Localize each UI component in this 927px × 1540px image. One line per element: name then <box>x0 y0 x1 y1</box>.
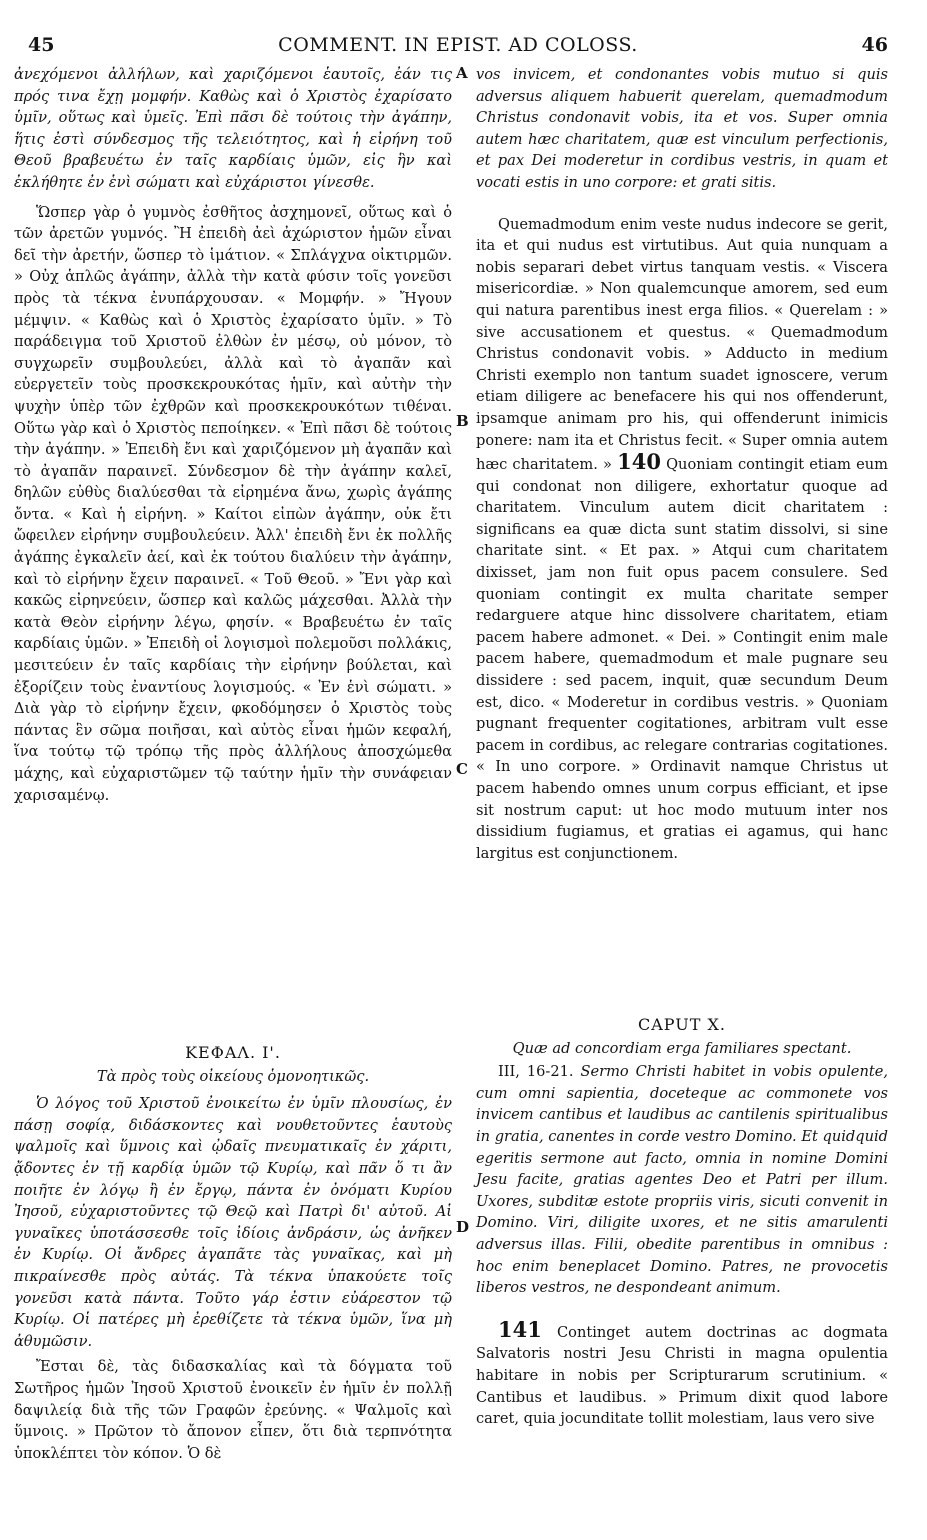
margin-marker-a: A <box>456 64 468 82</box>
margin-marker-d: D <box>456 1218 470 1236</box>
latin-commentary-b: Quoniam contingit etiam eum qui condonat non diligere, exhortatur quoque ad charitatem. Vinculum autem dicit charitatem : significans ea quæ dicta sunt statim dissolvi, si sine charitate sint. « Et pax. » Atqui cum charitatem dixisset, jam non fuit opus pacem consulere. Sed quoniam contingit ex multa charitate semper redarguere atque hinc dissolvere charitatem, etiam pacem habere admonet. « Dei. » Contingit enim male pacem habere, quemadmodum et male pugnare seu dissidere : sed pacem, inquit, quæ secundum Deum est, dico. « Moderetur in cordibus vestris. » Quoniam pugnant frequenter cogitationes, arbitram vult esse pacem in cordibus, ac relegare contrarias cogitationes. « In uno corpore. » Ordinavit namque Christus ut pacem habendo omnes unum corpus efficiant, et ipse sit nostrum caput: ut hoc modo mutuum inter nos dissidium fugiamus, et gratias ei agamus, qui hanc largitus est conjunctionem. <box>476 456 888 862</box>
running-title: COMMENT. IN EPIST. AD COLOSS. <box>278 34 638 56</box>
latin-verse-block <box>476 1061 888 1299</box>
margin-marker-c: C <box>456 760 468 778</box>
latin-commentary <box>476 214 888 865</box>
latin-commentary-2: Continget autem doctrinas ac dogmata Salvatoris nostri Jesu Christi in magna opulentia habitare in nobis per Scripturarum scrutinium. « Cantibus et laudibus. » Primum dixit quod labore caret, quia jocunditate tollit molestiam, laus vero sive <box>476 1323 889 1428</box>
greek-column-top <box>14 64 452 806</box>
latin-commentary-a: Quemadmodum enim veste nudus indecore se gerit, ita et qui nudus est virtutibus. Aut quia nunquam a nobis separari debet virtus tanquam vestis. « Viscera misericordiæ. » Non qualemcunque amorem, sed eum qui natura parentibus inest erga filios. « Querelam : » sive accusationem et questus. « Quemadmodum Christus condonavit vobis. » Adducto in medium Christi exemplo non tantum suadet ignoscere, verum etiam diligere ac benefacere his qui nos offenderunt, ipsamque animam pro his, qui offenderunt inimicis ponere: nam ita et Christus fecit. « Super omnia autem hæc charitatem. » <box>476 215 888 474</box>
greek-commentary-2: Ἔσται δὲ, τὰς διδασκαλίας καὶ τὰ δόγματα τοῦ Σωτῆρος ἡμῶν Ἰησοῦ Χριστοῦ ἐνοικεῖν ἐν ἡμῖν ἐν πολλῇ δαψιλείᾳ διὰ τῆς τῶν Γραφῶν ἐρεύνης. « Ψαλμοῖς καὶ ὕμνοις. » Πρῶτον τὸ ἄπονον εἶπεν, ὅτι διὰ τερπνότητα ὑποκλέπτει τὸν κόπον. Ὁ δὲ <box>14 1358 452 1462</box>
latin-column-top <box>476 64 888 864</box>
section-number-141: 141 <box>498 1316 542 1342</box>
latin-column-bottom <box>476 1014 888 1430</box>
margin-marker-b: B <box>456 412 469 430</box>
running-header <box>28 34 888 58</box>
section-number-140: 140 <box>617 449 661 475</box>
greek-column-bottom <box>14 1042 452 1464</box>
greek-chapter-subtitle: Τὰ πρὸς τοὺς οἰκείους ὁμονοητικῶς. <box>96 1067 370 1085</box>
latin-commentary-2-block <box>476 1316 889 1430</box>
latin-chapter-subtitle: Quæ ad concordiam erga familiares spectant. <box>512 1039 852 1057</box>
greek-commentary: Ὥσπερ γὰρ ὁ γυμνὸς ἐσθῆτος ἀσχημονεῖ, οὕτως καὶ ὁ τῶν ἀρετῶν γυμνός. Ἢ ἐπειδὴ ἀεὶ ἀχώριστον ἡμῶν εἶναι δεῖ τὴν ἀρετήν, ὥσπερ τὸ ἱμάτιον. « Σπλάγχνα οἰκτιρμῶν. » Οὐχ ἁπλῶς ἀγάπην, ἀλλὰ τὴν κατὰ φύσιν τοῖς γονεῦσι πρὸς τὰ τέκνα ἐνυπάρχουσαν. « Μομφήν. » Ἤγουν μέμψιν. « Καθὼς καὶ ὁ Χριστὸς ἐχαρίσατο ὑμῖν. » Τὸ παράδειγμα τοῦ Χριστοῦ ἐλθὼν ἐν μέσῳ, οὐ μόνον, τὸ συγχωρεῖν συμβουλεύει, ἀλλὰ καὶ τὸ ἀγαπᾶν καὶ εὐεργετεῖν τοὺς προσκεκρουκότας ἡμῖν, καὶ αὐτὴν τὴν ψυχὴν ὑπὲρ τῶν ἐχθρῶν καὶ προσκεκρουκότων τιθέναι. Οὕτω γὰρ καὶ ὁ Χριστὸς πεποίηκεν. « Ἐπὶ πᾶσι δὲ τούτοις τὴν ἀγάπην. » Ἐπειδὴ ἔνι καὶ χαριζόμενον μὴ ἀγαπᾶν καὶ τὸ ἀγαπᾶν παραινεῖ. Σύνδεσμον δὲ τὴν ἀγάπην καλεῖ, δηλῶν εὐθὺς διαλύεσθαι τὰ εἰρημένα ἄνω, χωρὶς ἀγάπης ὄντα. « Καὶ ἡ εἰρήνη. » Καίτοι εἰπὼν ἀγάπην, οὐκ ἔτι ὤφειλεν εἰρήνην συμβουλεύειν. Ἀλλ' ἐπειδὴ ἔνι ἐκ πολλῆς ἀγάπης ἐγκαλεῖν ἀεί, καὶ ἐκ τούτου διαλύειν τὴν ἀγάπην, καὶ τὸ εἰρήνην ἔχειν παραινεῖ. « Τοῦ Θεοῦ. » Ἔνι γὰρ καὶ κακῶς εἰρηνεύειν, ὥσπερ καὶ καλῶς μάχεσθαι. Ἀλλὰ τὴν κατὰ Θεὸν εἰρήνην λέγω, φησίν. « Βραβευέτω ἐν ταῖς καρδίαις ὑμῶν. » Ἐπειδὴ οἱ λογισμοὶ πολεμοῦσι πολλάκις, μεσιτεύειν ἐν ταῖς καρδίαις τὴν εἰρήνην βούλεται, καὶ ἐξορίζειν τοὺς ἐναντίους λογισμούς. « Ἐν ἑνὶ σώματι. » Διὰ γὰρ τὸ εἰρήνην ἔχειν, φκοδόμησεν ὁ Χριστὸς τοὺς πάντας ἓν σῶμα ποιῆσαι, καὶ αὐτὸς εἶναι ἡμῶν κεφαλή, ἵνα τούτῳ τῷ τρόπῳ τῆς πρὸς ἀλλήλους ἀποσχώμεθα μάχης, καὶ εὐχαριστῶμεν τῷ ταύτην ἡμῖν τὴν συνάφειαν χαρισαμένῳ. <box>14 203 452 804</box>
greek-verse-text-2: Ὁ λόγος τοῦ Χριστοῦ ἐνοικείτω ἐν ὑμῖν πλουσίως, ἐν πάσῃ σοφίᾳ, διδάσκοντες καὶ νουθετοῦντες ἑαυτοὺς ψαλμοῖς καὶ ὕμνοις καὶ ᾠδαῖς πνευματικαῖς ἐν χάριτι, ᾄδοντες ἐν τῇ καρδίᾳ ὑμῶν τῷ Κυρίῳ, καὶ πᾶν ὅ τι ἂν ποιῆτε ἐν λόγῳ ἢ ἐν ἔργῳ, πάντα ἐν ὀνόματι Κυρίου Ἰησοῦ, εὐχαριστοῦντες τῷ Θεῷ καὶ Πατρὶ δι' αὐτοῦ. Αἱ γυναῖκες ὑποτάσσεσθε τοῖς ἰδίοις ἀνδράσιν, ὡς ἀνῆκεν ἐν Κυρίῳ. Οἱ ἄνδρες ἀγαπᾶτε τὰς γυναῖκας, καὶ μὴ πικραίνεσθε πρὸς αὐτάς. Τὰ τέκνα ὑπακούετε τοῖς γονεῦσι κατὰ πάντα. Τοῦτο γάρ ἐστιν εὐάρεστον τῷ Κυρίῳ. Οἱ πατέρες μὴ ἐρεθίζετε τὰ τέκνα ὑμῶν, ἵνα μὴ ἀθυμῶσιν. <box>14 1095 452 1350</box>
latin-verse-ref: III, 16-21. <box>498 1063 574 1081</box>
latin-verse-text: vos invicem, et condonantes vobis mutuo si quis adversus aliquem habuerit querelam, quemadmodum Christus condonavit vobis, ita et vos. Super omnia autem hæc charitatem, quæ est vinculum perfectionis, et pax Dei moderetur in cordibus vestris, in quam et vocati estis in uno corpore: et grati sitis. <box>476 66 888 191</box>
greek-chapter-title: ΚΕΦΑΛ. Ι'. <box>185 1043 281 1062</box>
page-number-left: 45 <box>28 34 55 56</box>
latin-chapter-title: CAPUT X. <box>638 1015 726 1034</box>
page-number-right: 46 <box>861 34 888 56</box>
greek-verse-text: ἀνεχόμενοι ἀλλήλων, καὶ χαριζόμενοι ἑαυτοῖς, ἐάν τις πρός τινα ἔχῃ μομφήν. Καθὼς καὶ ὁ Χριστὸς ἐχαρίσατο ὑμῖν, οὕτως καὶ ὑμεῖς. Ἐπὶ πᾶσι δὲ τούτοις τὴν ἀγάπην, ἥτις ἐστὶ σύνδεσμος τῆς τελειότητος, καὶ ἡ εἰρήνη τοῦ Θεοῦ βραβευέτω ἐν ταῖς καρδίαις ὑμῶν, εἰς ἣν καὶ ἐκλήθητε ἐν ἑνὶ σώματι καὶ εὐχάριστοι γίνεσθε. <box>14 66 452 191</box>
latin-verse-text-2: Sermo Christi habitet in vobis opulente, cum omni sapientia, doceteque ac commonete vos invicem cantibus et laudibus ac cantilenis spiritualibus in gratia, canentes in corde vestro Domino. Et quidquid egeritis sermone aut facto, omnia in nomine Domini Jesu facite, gratias agentes Deo et Patri per illum. Uxores, subditæ estote propriis viris, sicuti convenit in Domino. Viri, diligite uxores, et ne sitis amarulenti adversus illas. Filii, obedite parentibus in omnibus : hoc enim beneplacet Domino. Patres, ne provocetis liberos vestros, ne despondeant animum. <box>476 1063 888 1297</box>
